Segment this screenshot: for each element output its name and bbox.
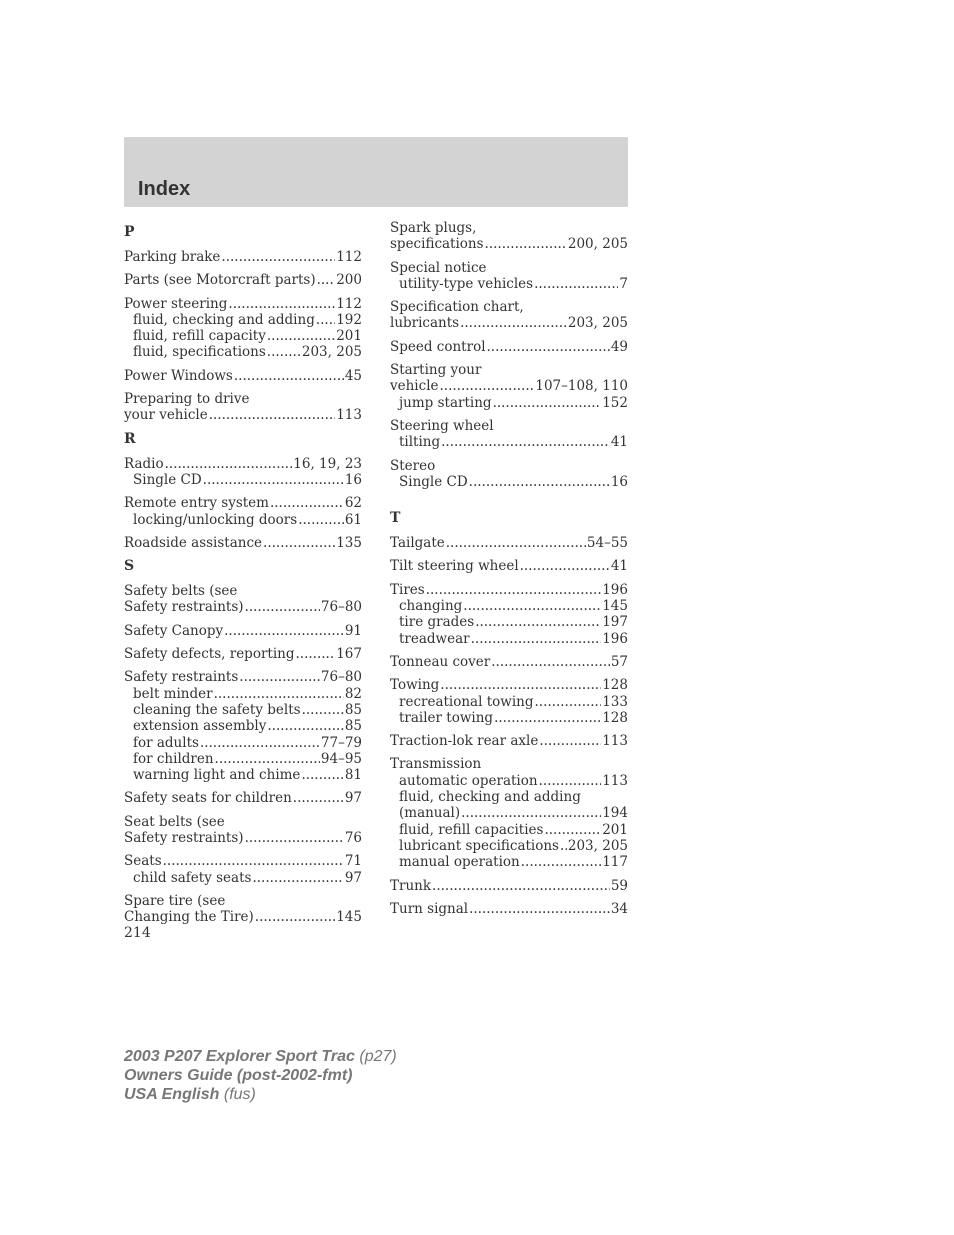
index-entry: [124, 495, 362, 528]
entry-page-ref: 107–108, 110: [535, 378, 628, 395]
dot-leader: [252, 870, 343, 886]
dot-leader: [165, 456, 293, 472]
index-subentry-line: [390, 805, 628, 821]
entry-text: Safety belts (see: [124, 583, 238, 600]
index-entry-line: [390, 362, 628, 378]
entry-page-ref: 152: [602, 394, 628, 411]
dot-leader: [224, 623, 344, 639]
entry-text: Special notice: [390, 259, 487, 276]
dot-leader: [426, 582, 602, 598]
entry-page-ref: 16: [610, 473, 628, 490]
entry-page-ref: 200: [336, 272, 362, 289]
entry-page-ref: 54–55: [586, 535, 628, 552]
index-subentry-line: [124, 751, 362, 767]
index-entry-line: [124, 830, 362, 846]
entry-text: Seat belts (see: [124, 813, 225, 830]
dot-leader: [440, 378, 535, 394]
entry-page-ref: 113: [602, 733, 628, 750]
entry-text: manual operation: [399, 854, 520, 871]
page-number: 214: [124, 925, 151, 941]
dot-leader: [215, 751, 320, 767]
index-entry-line: [124, 646, 362, 662]
entry-page-ref: 192: [336, 311, 362, 328]
entry-page-ref: 94–95: [320, 750, 362, 767]
entry-text: Tires: [390, 581, 425, 598]
index-entry: [390, 677, 628, 726]
dot-leader: [263, 535, 335, 551]
index-entry-line: [124, 814, 362, 830]
entry-text: Spare tire (see: [124, 892, 226, 909]
entry-text: lubricants: [390, 315, 460, 332]
entry-page-ref: 196: [602, 581, 628, 598]
entry-page-ref: 145: [602, 598, 628, 615]
index-entry: [390, 418, 628, 451]
entry-text: fluid, refill capacities: [399, 821, 544, 838]
index-entry-line: [124, 853, 362, 869]
dot-leader: [463, 598, 601, 614]
entry-text: Stereo: [390, 457, 436, 474]
index-subentry-line: [390, 474, 628, 490]
entry-text: tire grades: [399, 614, 475, 631]
footer-line-3: [124, 1085, 397, 1104]
entry-text: Towing: [390, 677, 440, 694]
index-entry: [124, 272, 362, 288]
entry-text: trailer towing: [399, 709, 494, 726]
entry-text: your vehicle: [124, 407, 208, 424]
index-entry: [390, 878, 628, 894]
dot-leader: [234, 368, 344, 384]
dot-leader: [520, 558, 610, 574]
dot-leader: [245, 830, 344, 846]
entry-text: Starting your: [390, 362, 482, 379]
dot-leader: [163, 853, 344, 869]
entry-page-ref: 201: [336, 328, 362, 345]
index-entry: [390, 535, 628, 551]
index-entry: [390, 458, 628, 491]
dot-leader: [460, 315, 567, 331]
entry-page-ref: 113: [336, 407, 362, 424]
index-entry-line: [124, 296, 362, 312]
entry-page-ref: 82: [344, 685, 362, 702]
index-entry: [124, 368, 362, 384]
index-entry-line: [390, 677, 628, 693]
index-subentry-line: [124, 344, 362, 360]
dot-leader: [534, 276, 618, 292]
index-entry: [124, 391, 362, 424]
entry-text: fluid, checking and adding: [399, 789, 581, 806]
index-entry-line: [390, 299, 628, 315]
index-entry: [390, 733, 628, 749]
footer-line-2: [124, 1066, 397, 1085]
index-entry: [124, 456, 362, 489]
index-entry: [124, 296, 362, 361]
index-entry-line: [390, 220, 628, 236]
index-entry: [390, 756, 628, 870]
entry-text: Safety Canopy: [124, 622, 224, 639]
dot-leader: [255, 909, 335, 925]
index-subentry-line: [124, 870, 362, 886]
entry-page-ref: 112: [336, 249, 362, 265]
index-subentry-line: [124, 767, 362, 783]
index-subentry-line: [390, 822, 628, 838]
dot-leader: [461, 805, 601, 821]
dot-leader: [521, 854, 601, 870]
dot-leader: [267, 718, 343, 734]
entry-text: Steering wheel: [390, 417, 494, 434]
index-subentry-line: [390, 276, 628, 292]
index-subentry-line: [390, 614, 628, 630]
entry-text: automatic operation: [399, 772, 538, 789]
entry-text: fluid, refill capacity: [133, 328, 266, 345]
entry-page-ref: 77–79: [320, 734, 362, 751]
entry-page-ref: 16, 19, 23: [293, 455, 362, 472]
entry-page-ref: 81: [344, 767, 362, 784]
entry-text: jump starting: [399, 394, 492, 411]
index-entry-line: [124, 456, 362, 472]
index-entry-line: [124, 495, 362, 511]
entry-text: recreational towing: [399, 693, 534, 710]
index-entry: [124, 790, 362, 806]
entry-page-ref: 91: [344, 622, 362, 639]
index-entry: [124, 646, 362, 662]
entry-text: belt minder: [133, 685, 213, 702]
index-entry: [390, 362, 628, 411]
entry-page-ref: 194: [602, 805, 628, 822]
entry-page-ref: 196: [602, 630, 628, 647]
entry-text: Transmission: [390, 756, 482, 773]
entry-page-ref: 200, 205: [567, 236, 628, 253]
dot-leader: [432, 878, 610, 894]
entry-text: Turn signal: [390, 900, 469, 917]
index-column-right: [390, 220, 628, 924]
dot-leader: [491, 654, 610, 670]
entry-page-ref: 135: [336, 534, 362, 551]
dot-leader: [221, 249, 335, 265]
index-entry: [124, 853, 362, 886]
dot-leader: [295, 646, 335, 662]
index-entry: [390, 220, 628, 253]
dot-leader: [446, 535, 586, 551]
dot-leader: [200, 735, 320, 751]
index-entry: [124, 623, 362, 639]
dot-leader: [293, 790, 344, 806]
index-entry-line: [390, 315, 628, 331]
entry-text: warning light and chime: [133, 767, 301, 784]
index-subentry-line: [390, 598, 628, 614]
index-entry-line: [124, 535, 362, 551]
index-entry-line: [124, 583, 362, 599]
index-entry-line: [124, 249, 362, 265]
entry-text: Trunk: [390, 877, 432, 894]
entry-text: treadwear: [399, 630, 470, 647]
index-entry-line: [124, 368, 362, 384]
entry-page-ref: 203, 205: [567, 315, 628, 332]
entry-page-ref: 85: [344, 718, 362, 735]
footer-guide: Owners Guide (post-2002-fmt): [124, 1067, 353, 1084]
index-entry-line: [390, 236, 628, 252]
index-entry-line: [390, 558, 628, 574]
entry-text: Power Windows: [124, 367, 233, 384]
dot-leader: [302, 702, 344, 718]
section-letter: T: [390, 510, 401, 527]
index-entry: [390, 582, 628, 647]
entry-text: Changing the Tire): [124, 909, 254, 926]
index-entry-line: [390, 901, 628, 917]
entry-page-ref: 62: [344, 495, 362, 512]
dot-leader: [560, 838, 567, 854]
index-subentry-line: [124, 512, 362, 528]
entry-page-ref: 57: [610, 653, 628, 670]
entry-text: Tilt steering wheel: [390, 558, 519, 575]
index-entry-line: [124, 272, 362, 288]
entry-page-ref: 76: [344, 830, 362, 847]
entry-text: Speed control: [390, 338, 486, 355]
index-entry: [390, 299, 628, 332]
entry-page-ref: 197: [602, 614, 628, 631]
index-entry-line: [390, 458, 628, 474]
entry-page-ref: 85: [344, 701, 362, 718]
entry-text: Tonneau cover: [390, 653, 491, 670]
index-subentry-line: [390, 838, 628, 854]
entry-text: changing: [399, 598, 463, 615]
entry-page-ref: 133: [602, 693, 628, 710]
index-entry: [124, 535, 362, 551]
dot-leader: [534, 694, 601, 710]
footer-page-code: (p27): [359, 1048, 397, 1065]
index-entry: [124, 814, 362, 847]
entry-text: Traction-lok rear axle: [390, 733, 539, 750]
dot-leader: [494, 710, 601, 726]
index-subentry-line: [124, 312, 362, 328]
index-entry-line: [124, 893, 362, 909]
dot-leader: [485, 236, 567, 252]
index-entry-line: [124, 391, 362, 407]
entry-page-ref: 76–80: [320, 599, 362, 616]
footer-language-code: (fus): [223, 1086, 256, 1103]
dot-leader: [228, 296, 335, 312]
entry-text: Spark plugs,: [390, 220, 477, 236]
index-subentry-line: [390, 789, 628, 805]
dot-leader: [239, 669, 320, 685]
index-entry-line: [390, 535, 628, 551]
index-subentry-line: [390, 434, 628, 450]
entry-text: for adults: [133, 734, 199, 751]
index-column-left: [124, 220, 362, 933]
index-subentry-line: [124, 702, 362, 718]
entry-text: locking/unlocking doors: [133, 511, 298, 528]
index-subentry-line: [390, 710, 628, 726]
dot-leader: [487, 339, 610, 355]
entry-page-ref: 167: [336, 646, 362, 663]
entry-text: Parts (see Motorcraft parts): [124, 272, 316, 289]
dot-leader: [298, 512, 344, 528]
dot-leader: [440, 677, 601, 693]
section-letter: R: [124, 430, 136, 447]
index-entry-line: [390, 418, 628, 434]
index-entry-line: [390, 878, 628, 894]
entry-text: Single CD: [133, 471, 202, 488]
dot-leader: [539, 733, 601, 749]
entry-page-ref: 59: [610, 877, 628, 894]
footer-language: USA English: [124, 1086, 220, 1103]
entry-text: Seats: [124, 853, 162, 870]
entry-page-ref: 49: [610, 338, 628, 355]
entry-page-ref: 61: [344, 511, 362, 528]
index-entry: [390, 558, 628, 574]
entry-page-ref: 145: [336, 909, 362, 926]
index-subentry-line: [390, 773, 628, 789]
entry-text: Specification chart,: [390, 299, 524, 316]
entry-text: Safety defects, reporting: [124, 646, 295, 663]
dot-leader: [469, 474, 610, 490]
entry-text: Safety restraints: [124, 669, 239, 686]
entry-text: for children: [133, 750, 214, 767]
entry-text: Remote entry system: [124, 495, 269, 512]
dot-leader: [203, 472, 344, 488]
entry-text: specifications: [390, 236, 484, 253]
dot-leader: [301, 767, 343, 783]
entry-page-ref: 41: [610, 558, 628, 575]
entry-page-ref: 34: [610, 900, 628, 917]
index-entry-line: [390, 260, 628, 276]
index-entry-line: [124, 599, 362, 615]
entry-page-ref: 76–80: [320, 669, 362, 686]
entry-text: Safety restraints): [124, 599, 244, 616]
entry-text: (manual): [399, 805, 461, 822]
dot-leader: [539, 773, 602, 789]
entry-page-ref: 16: [344, 471, 362, 488]
index-entry: [390, 260, 628, 293]
index-entry-line: [390, 582, 628, 598]
index-entry-line: [390, 339, 628, 355]
dot-leader: [267, 344, 301, 360]
dot-leader: [209, 407, 336, 423]
document-footer: [124, 1047, 397, 1104]
index-entry: [124, 893, 362, 926]
entry-text: child safety seats: [133, 869, 252, 886]
entry-page-ref: 128: [602, 677, 628, 694]
dot-leader: [317, 272, 336, 288]
index-entry-line: [390, 654, 628, 670]
entry-page-ref: 128: [602, 709, 628, 726]
entry-text: fluid, checking and adding: [133, 311, 315, 328]
index-entry-line: [390, 733, 628, 749]
index-subentry-line: [124, 472, 362, 488]
section-letter: S: [124, 558, 135, 575]
entry-page-ref: 112: [336, 295, 362, 312]
index-entry-line: [390, 378, 628, 394]
entry-page-ref: 117: [602, 854, 628, 871]
entry-text: cleaning the safety belts: [133, 701, 301, 718]
entry-text: fluid, specifications: [133, 344, 266, 361]
dot-leader: [316, 312, 335, 328]
entry-text: vehicle: [390, 378, 439, 395]
entry-text: Tailgate: [390, 535, 445, 552]
dot-leader: [469, 901, 610, 917]
entry-text: Preparing to drive: [124, 391, 250, 408]
index-entry-line: [124, 790, 362, 806]
entry-text: Safety seats for children: [124, 790, 292, 807]
entry-page-ref: 97: [344, 869, 362, 886]
index-subentry-line: [124, 735, 362, 751]
entry-text: Power steering: [124, 295, 228, 312]
index-entry-line: [390, 756, 628, 772]
dot-leader: [493, 395, 602, 411]
entry-text: Roadside assistance: [124, 534, 263, 551]
entry-text: Radio: [124, 455, 164, 472]
entry-text: tilting: [399, 434, 441, 451]
index-entry: [124, 669, 362, 783]
index-subentry-line: [390, 395, 628, 411]
entry-page-ref: 201: [602, 821, 628, 838]
entry-page-ref: 203, 205: [567, 837, 628, 854]
dot-leader: [441, 434, 610, 450]
index-subentry-line: [390, 854, 628, 870]
index-subentry-line: [124, 328, 362, 344]
entry-text: Safety restraints): [124, 830, 244, 847]
entry-page-ref: 113: [602, 772, 628, 789]
entry-page-ref: 97: [344, 790, 362, 807]
index-entry: [390, 901, 628, 917]
dot-leader: [245, 599, 320, 615]
index-entry: [390, 654, 628, 670]
entry-text: Parking brake: [124, 249, 221, 265]
entry-page-ref: 203, 205: [301, 344, 362, 361]
index-entry-line: [124, 407, 362, 423]
index-header-band: [124, 137, 628, 207]
index-subentry-line: [124, 718, 362, 734]
dot-leader: [270, 495, 344, 511]
footer-line-1: [124, 1047, 397, 1066]
index-entry-line: [124, 623, 362, 639]
entry-text: Single CD: [399, 473, 468, 490]
index-entry: [124, 583, 362, 616]
entry-page-ref: 7: [619, 275, 628, 292]
dot-leader: [471, 631, 602, 647]
index-title: Index: [138, 178, 191, 200]
dot-leader: [267, 328, 335, 344]
index-entry-line: [124, 669, 362, 685]
entry-text: utility-type vehicles: [399, 275, 534, 292]
section-letter: P: [124, 224, 135, 240]
entry-page-ref: 71: [344, 853, 362, 870]
entry-text: lubricant specifications: [399, 837, 559, 854]
index-subentry-line: [124, 686, 362, 702]
entry-text: extension assembly: [133, 718, 267, 735]
entry-page-ref: 45: [344, 367, 362, 384]
dot-leader: [475, 614, 601, 630]
index-subentry-line: [390, 631, 628, 647]
dot-leader: [214, 686, 344, 702]
index-subentry-line: [390, 694, 628, 710]
dot-leader: [544, 822, 601, 838]
entry-page-ref: 41: [610, 434, 628, 451]
index-entry: [390, 339, 628, 355]
footer-model: 2003 P207 Explorer Sport Trac: [124, 1048, 355, 1065]
index-entry-line: [124, 909, 362, 925]
index-entry: [124, 249, 362, 265]
